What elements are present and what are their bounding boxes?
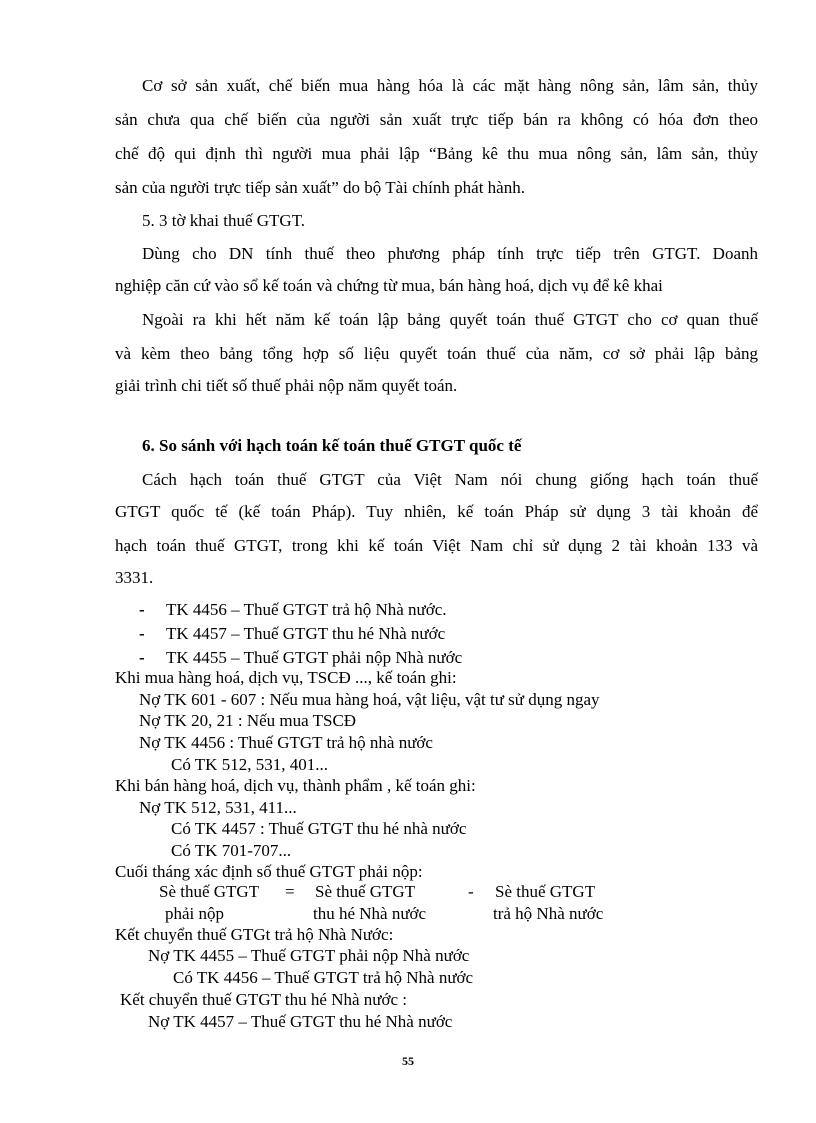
- journal-entry: Có TK 4456 – Thuế GTGT trả hộ Nhà nước: [173, 968, 474, 987]
- bullet-marker: -: [139, 648, 145, 667]
- purchase-intro: Khi mua hàng hoá, dịch vụ, TSCĐ ..., kế toán ghi:: [115, 668, 457, 687]
- journal-entry: Nợ TK 20, 21 : Nếu mua TSCĐ: [139, 711, 357, 730]
- formula-term-3-bottom: trả hộ Nhà nước: [493, 904, 604, 923]
- paragraph-line: chế độ qui định thì người mua phải lập “Bảng kê thu mua nông sản, lâm sản, thủy: [115, 144, 758, 163]
- section-5-title: 5. 3 tờ khai thuế GTGT.: [142, 211, 306, 230]
- formula-equals: =: [285, 882, 295, 901]
- transfer-1-intro: Kết chuyển thuế GTGt trả hộ Nhà Nước:: [115, 925, 394, 944]
- paragraph-line: GTGT quốc tế (kế toán Pháp). Tuy nhiên, kế toán Pháp sử dụng 3 tài khoản để: [115, 502, 758, 521]
- paragraph-line: giải trình chi tiết số thuế phải nộp năm quyết toán.: [115, 376, 458, 395]
- sale-intro: Khi bán hàng hoá, dịch vụ, thành phẩm , kế toán ghi:: [115, 776, 476, 795]
- formula-minus: -: [468, 882, 474, 901]
- page-number: 55: [402, 1054, 414, 1068]
- section-6-heading: 6. So sánh với hạch toán kế toán thuế GTGT quốc tế: [142, 436, 522, 455]
- bullet-item: TK 4455 – Thuế GTGT phải nộp Nhà nước: [166, 648, 463, 667]
- paragraph-line: sản chưa qua chế biến của người sản xuất trực tiếp bán ra không có hóa đơn theo: [115, 110, 758, 129]
- formula-term-2-bottom: thu hé Nhà nước: [313, 904, 427, 923]
- paragraph-line: hạch toán thuế GTGT, trong khi kế toán Việt Nam chỉ sử dụng 2 tài khoản 133 và: [115, 536, 758, 555]
- paragraph-line: Cơ sở sản xuất, chế biến mua hàng hóa là các mặt hàng nông sản, lâm sản, thủy: [142, 76, 758, 95]
- transfer-2-intro: Kết chuyển thuế GTGT thu hé Nhà nước :: [120, 990, 407, 1009]
- journal-entry: Có TK 701-707...: [171, 841, 292, 860]
- formula-term-1-bottom: phải nộp: [165, 904, 225, 923]
- formula-term-3-top: Sè thuế GTGT: [495, 882, 596, 901]
- bullet-marker: -: [139, 624, 145, 643]
- journal-entry: Nợ TK 512, 531, 411...: [139, 798, 297, 817]
- paragraph-line: 3331.: [115, 568, 154, 587]
- paragraph-line: sản của người trực tiếp sản xuất” do bộ Tài chính phát hành.: [115, 178, 525, 197]
- paragraph-line: Dùng cho DN tính thuế theo phương pháp tính trực tiếp trên GTGT. Doanh: [142, 244, 758, 263]
- bullet-item: TK 4456 – Thuế GTGT trả hộ Nhà nước.: [166, 600, 447, 619]
- paragraph-line: nghiệp căn cứ vào sổ kế toán và chứng từ mua, bán hàng hoá, dịch vụ để kê khai: [115, 276, 663, 295]
- bullet-item: TK 4457 – Thuế GTGT thu hé Nhà nước: [166, 624, 446, 643]
- bullet-marker: -: [139, 600, 145, 619]
- journal-entry: Có TK 4457 : Thuế GTGT thu hé nhà nước: [171, 819, 467, 838]
- journal-entry: Có TK 512, 531, 401...: [171, 755, 328, 774]
- paragraph-line: Cách hạch toán thuế GTGT của Việt Nam nói chung giống hạch toán thuế: [142, 470, 758, 489]
- journal-entry: Nợ TK 4455 – Thuế GTGT phải nộp Nhà nước: [148, 946, 470, 965]
- paragraph-line: và kèm theo bảng tổng hợp số liệu quyết toán thuế của năm, cơ sở phải lập bảng: [115, 344, 758, 363]
- paragraph-line: Ngoài ra khi hết năm kế toán lập bảng quyết toán thuế GTGT cho cơ quan thuế: [142, 310, 758, 329]
- journal-entry: Nợ TK 4457 – Thuế GTGT thu hé Nhà nước: [148, 1012, 453, 1031]
- formula-term-2-top: Sè thuế GTGT: [315, 882, 416, 901]
- formula-term-1-top: Sè thuế GTGT: [159, 882, 260, 901]
- journal-entry: Nợ TK 601 - 607 : Nếu mua hàng hoá, vật liệu, vật tư sử dụng ngay: [139, 690, 600, 709]
- journal-entry: Nợ TK 4456 : Thuế GTGT trả hộ nhà nước: [139, 733, 433, 752]
- month-end-intro: Cuối tháng xác định số thuế GTGT phải nộp:: [115, 862, 423, 881]
